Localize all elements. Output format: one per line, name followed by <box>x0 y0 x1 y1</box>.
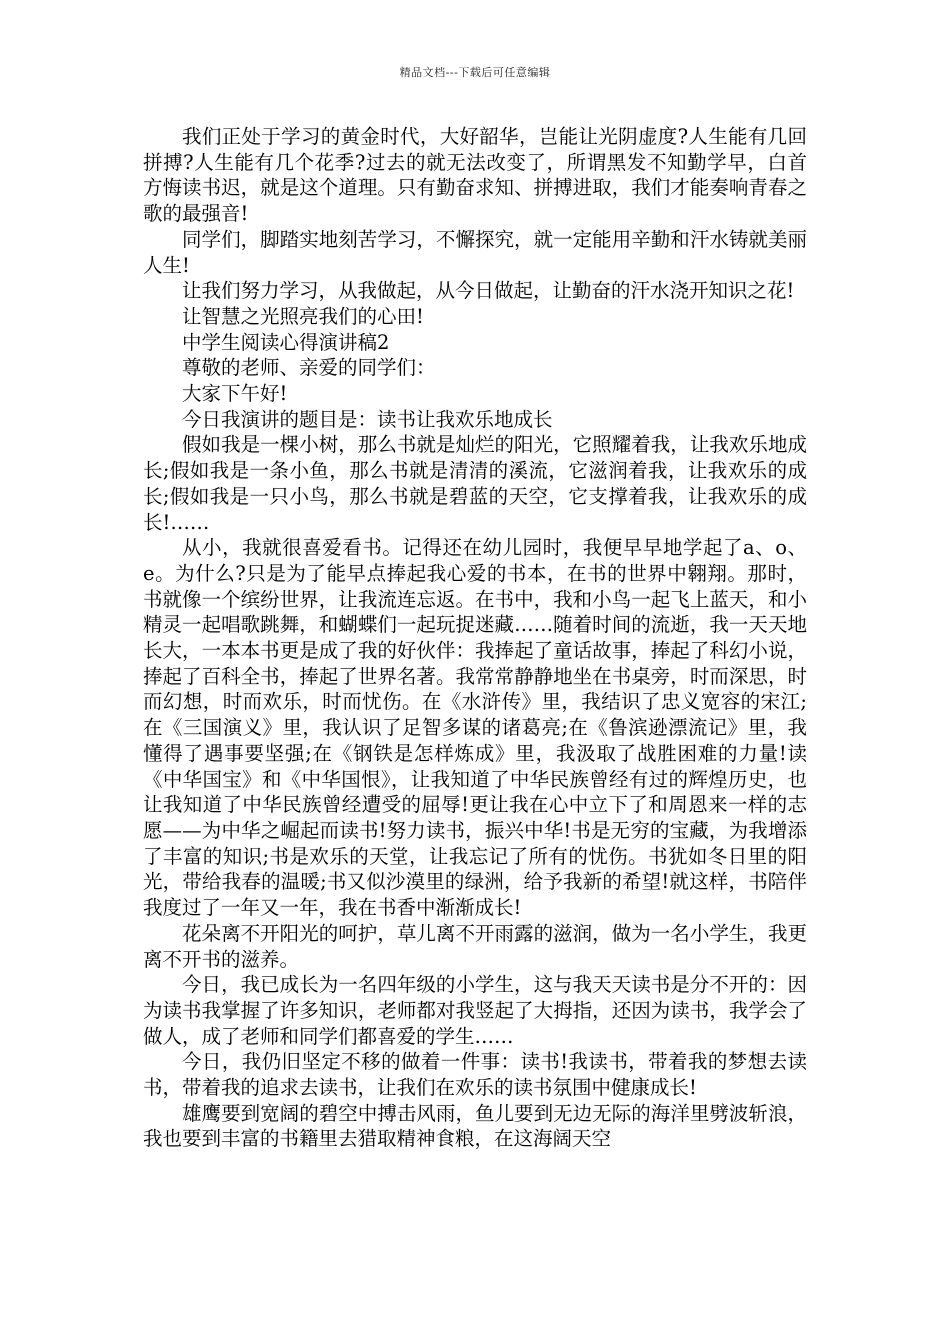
paragraph: 我们正处于学习的黄金时代，大好韶华，岂能让光阴虚度?人生能有几回拼搏?人生能有几个花季?过去的就无法改变了，所谓黑发不知勤学早，白首方悔读书迟，就是这个道理。只有勤奋求知、拼搏进取，我们才能奏响青春之歌的最强音! <box>143 125 807 226</box>
page-header: 精品文档---下载后可任意编辑 <box>399 66 551 79</box>
paragraph: 让我们努力学习，从我做起，从今日做起，让勤奋的汗水浇开知识之花! <box>182 279 795 303</box>
document-body <box>143 124 807 1152</box>
paragraph: 同学们，脚踏实地刻苦学习，不懈探究，就一定能用辛勤和汗水铸就美丽人生! <box>143 227 807 277</box>
paragraph: 雄鹰要到宽阔的碧空中搏击风雨，鱼儿要到无边无际的海洋里劈波斩浪，我也要到丰富的书籍里去猎取精神食粮，在这海阔天空 <box>143 1101 807 1151</box>
paragraph: 今日，我已成长为一名四年级的小学生，这与我天天读书是分不开的：因为读书我掌握了许多知识，老师都对我竖起了大拇指，还因为读书，我学会了做人，成了老师和同学们都喜爱的学生…… <box>143 973 807 1048</box>
paragraph: 今日，我仍旧坚定不移的做着一件事：读书!我读书，带着我的梦想去读书，带着我的追求去读书，让我们在欢乐的读书氛围中健康成长! <box>143 1050 807 1100</box>
salutation: 尊敬的老师、亲爱的同学们： <box>182 356 436 380</box>
section-title: 中学生阅读心得演讲稿2 <box>182 330 390 354</box>
speech-topic: 今日我演讲的题目是：读书让我欢乐地成长 <box>182 407 553 431</box>
paragraph: 假如我是一棵小树，那么书就是灿烂的阳光，它照耀着我，让我欢乐地成长;假如我是一条小鱼，那么书就是清清的溪流，它滋润着我，让我欢乐的成长;假如我是一只小鸟，那么书就是碧蓝的天空，它支撑着我，让我欢乐的成长!…… <box>143 433 807 534</box>
greeting: 大家下午好! <box>182 382 288 406</box>
paragraph: 花朵离不开阳光的呵护，草儿离不开雨露的滋润，做为一名小学生，我更离不开书的滋养。 <box>143 921 807 971</box>
paragraph: 让智慧之光照亮我们的心田! <box>182 304 424 328</box>
paragraph: 从小，我就很喜爱看书。记得还在幼儿园时，我便早早地学起了a、o、e。为什么?只是为了能早点捧起我心爱的书本，在书的世界中翱翔。那时，书就像一个缤纷世界，让我流连忘返。在书中，我和小鸟一起飞上蓝天，和小精灵一起唱歌跳舞，和蝴蝶们一起玩捉迷藏……随着时间的流逝，我一天天地长大，一本本书更是成了我的好伙伴：我捧起了童话故事，捧起了科幻小说，捧起了百科全书，捧起了世界名著。我常常静静地坐在书桌旁，时而深思，时而幻想，时而欢乐，时而忧伤。在《水浒传》里，我结识了忠义宽容的宋江;在《三国演义》里，我认识了足智多谋的诸葛亮;在《鲁滨逊漂流记》里，我懂得了遇事要坚强;在《钢铁是怎样炼成》里，我汲取了战胜困难的力量!读《中华国宝》和《中华国恨》，让我知道了中华民族曾经有过的辉煌历史，也让我知道了中华民族曾经遭受的屈辱!更让我在心中立下了和周恩来一样的志愿——为中华之崛起而读书!努力读书，振兴中华!书是无穷的宝藏，为我增添了丰富的知识;书是欢乐的天堂，让我忘记了所有的忧伤。书犹如冬日里的阳光，带给我春的温暖;书又似沙漠里的绿洲，给予我新的希望!就这样，书陪伴我度过了一年又一年，我在书香中渐渐成长! <box>143 536 807 920</box>
